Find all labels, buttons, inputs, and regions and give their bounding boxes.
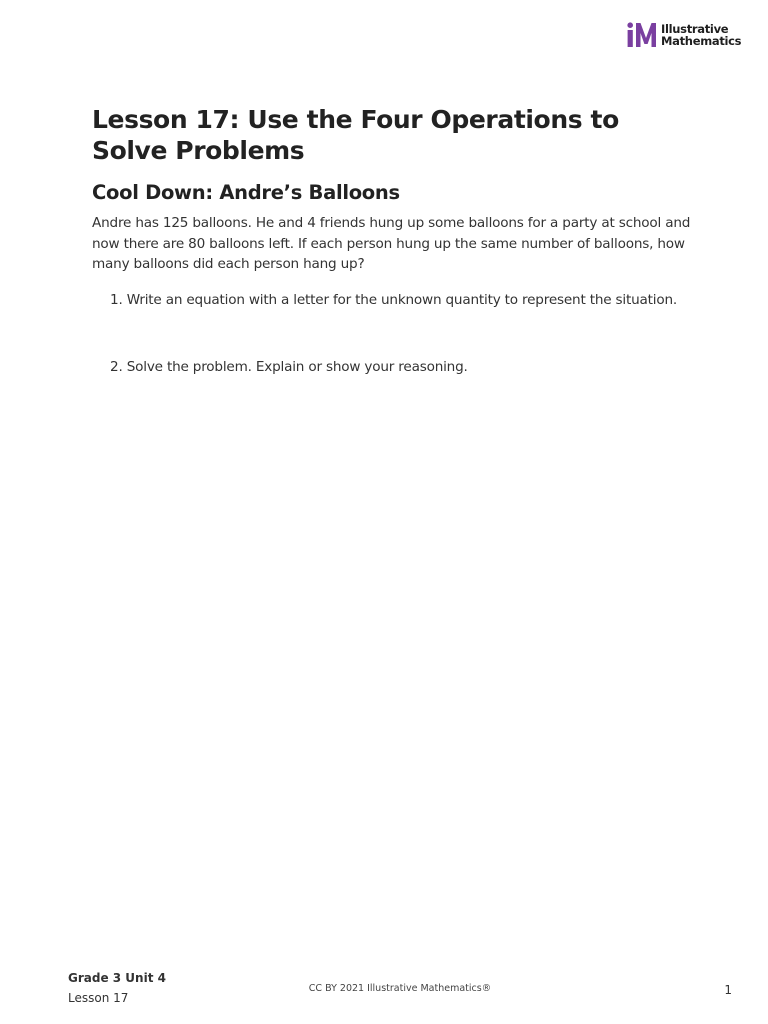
footer-grade-unit: Grade 3 Unit 4 xyxy=(68,971,166,985)
logo-line-1: Illustrative xyxy=(661,22,729,36)
cool-down-title: Cool Down: Andre’s Balloons xyxy=(92,181,400,204)
question-2: 2. Solve the problem. Explain or show your reasoning. xyxy=(110,359,468,375)
im-logo-icon xyxy=(627,22,657,48)
footer-copyright: CC BY 2021 Illustrative Mathematics® xyxy=(308,983,492,994)
footer-lesson: Lesson 17 xyxy=(68,991,129,1005)
question-1: 1. Write an equation with a letter for the unknown quantity to represent the situation. xyxy=(110,292,678,308)
problem-statement: Andre has 125 balloons. He and 4 friends hung up some balloons for a party at school and now there are 80 balloons left. If each person hung up the same number of balloons, how many balloons did each person hang up? xyxy=(92,215,691,272)
lesson-title: Lesson 17: Use the Four Operations to Solve Problems xyxy=(92,105,619,165)
logo-wordmark xyxy=(661,23,741,47)
illustrative-mathematics-logo xyxy=(627,22,741,48)
page-number: 1 xyxy=(724,983,732,997)
logo-line-2: Mathematics xyxy=(661,34,742,48)
